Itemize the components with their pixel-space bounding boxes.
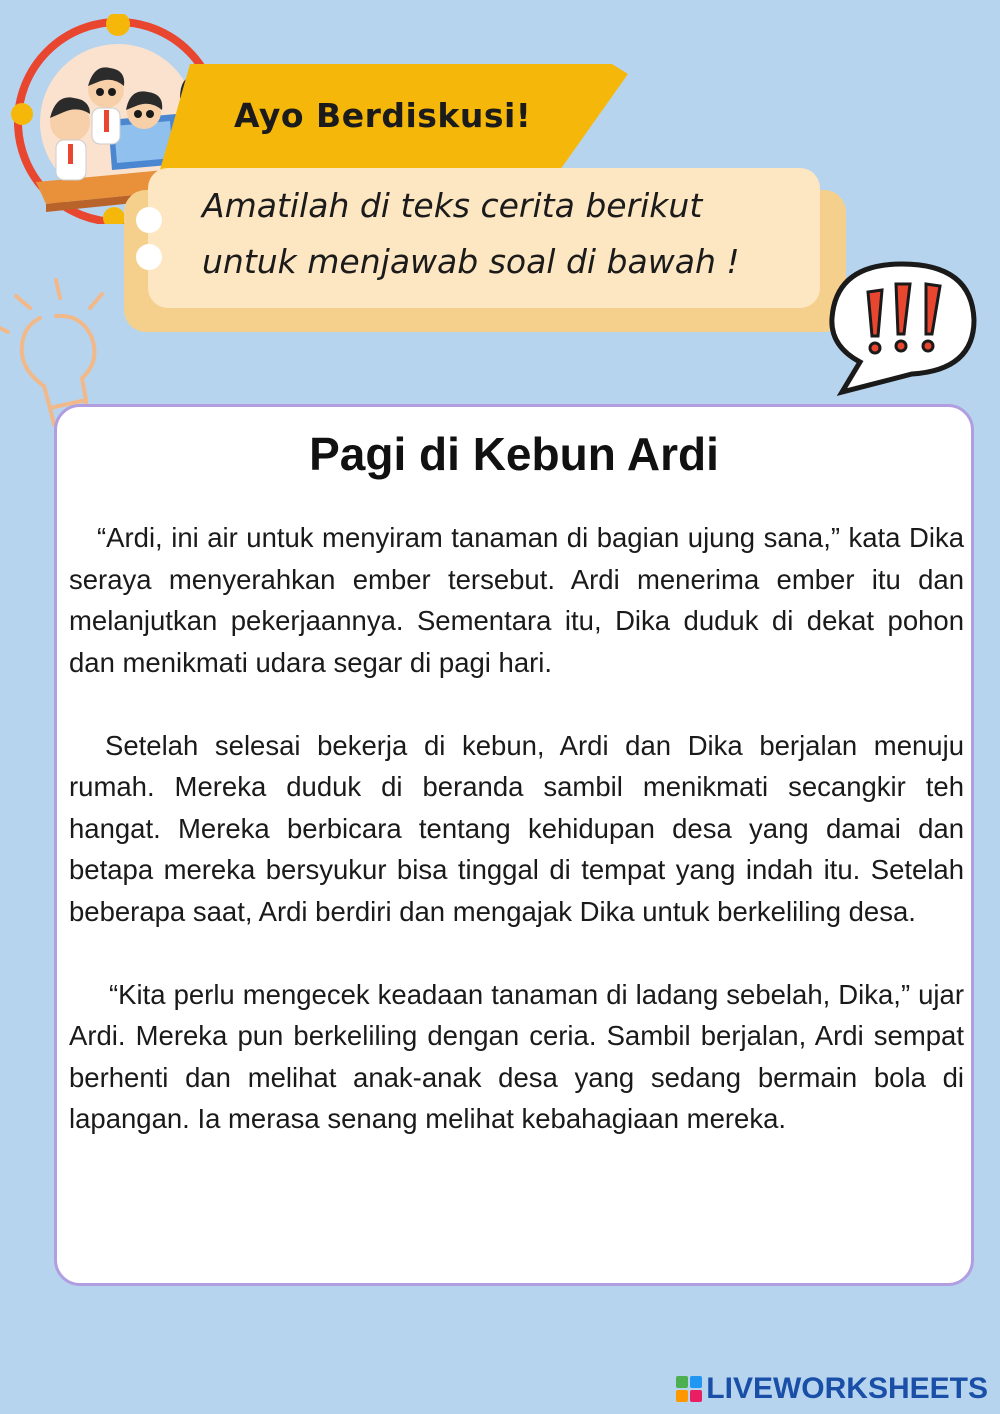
story-paragraph: Setelah selesai bekerja di kebun, Ardi dan Dika berjalan menuju rumah. Mereka duduk di beranda sambil menikmati secangkir teh hangat. Mereka berbicara tentang kehidupan desa yang damai dan betapa mereka bersyukur bisa tinggal di tempat yang indah itu. Setelah beberapa saat, Ardi berdiri dan mengajak Dika untuk berkeliling desa. (69, 729, 964, 927)
liveworksheets-logo-icon (676, 1376, 702, 1402)
instruction-text (202, 178, 822, 290)
banner-title: Ayo Berdiskusi! (234, 96, 532, 135)
bullet-dot (136, 207, 162, 233)
exclamation-speech-bubble-icon (822, 258, 982, 398)
story-card (54, 404, 974, 1286)
instruction-line: Amatilah di teks cerita berikut (202, 186, 703, 225)
story-title: Pagi di Kebun Ardi (309, 428, 719, 480)
story-paragraph: “Kita perlu mengecek keadaan tanaman di ladang sebelah, Dika,” ujar Ardi. Mereka pun berkeliling dengan ceria. Sambil berjalan, Ardi sempat berhenti dan melihat anak-anak desa yang sedang bermain bola di lapangan. Ia merasa senang melihat kebahagiaan mereka. (69, 978, 964, 1134)
brand-name: LIVEWORKSHEETS (706, 1372, 988, 1405)
story-paragraph: “Ardi, ini air untuk menyiram tanaman di bagian ujung sana,” kata Dika seraya menyerahkan ember tersebut. Ardi menerima ember itu dan melanjutkan pekerjaannya. Sementara itu, Dika duduk di dekat pohon dan menikmati udara segar di pagi hari. (69, 522, 964, 678)
story-body (69, 517, 964, 1181)
bullet-dot (136, 244, 162, 270)
brand-footer[interactable] (676, 1372, 988, 1406)
instruction-line: untuk menjawab soal di bawah ! (202, 242, 740, 281)
